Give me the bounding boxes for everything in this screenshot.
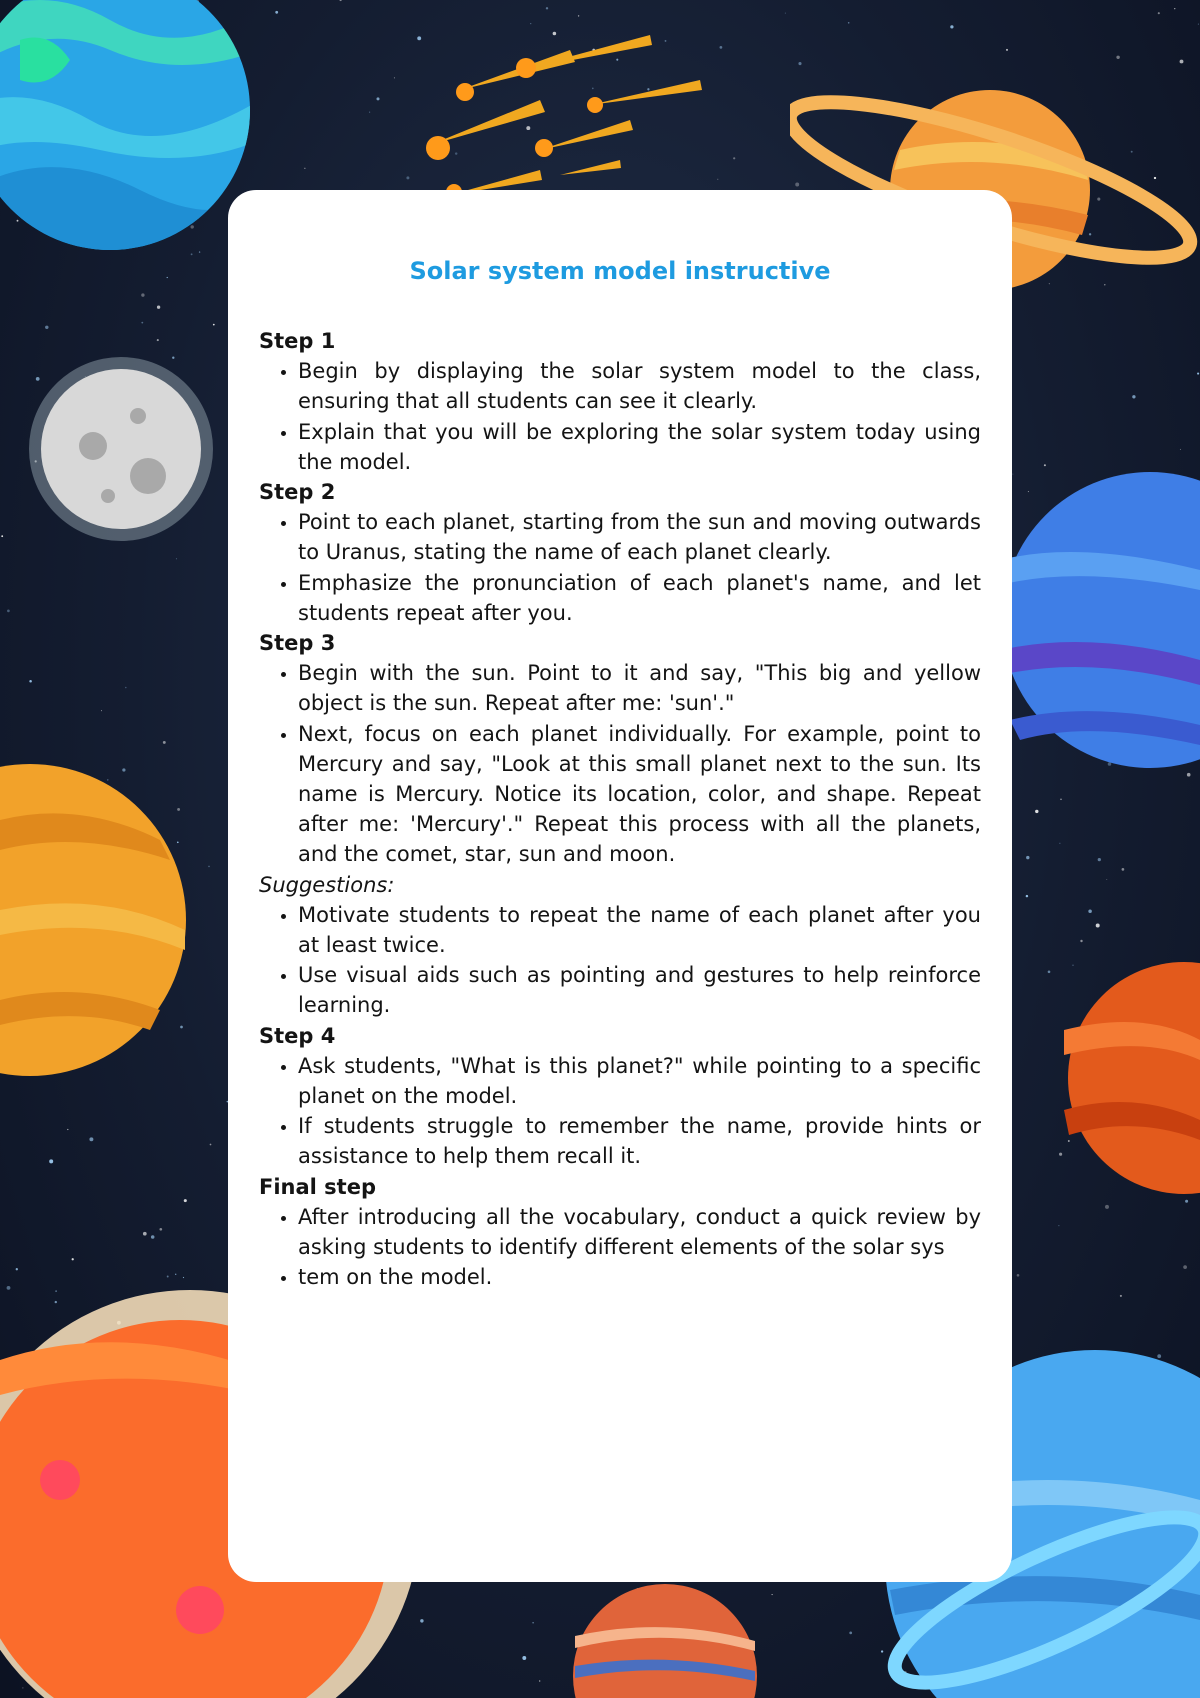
star: [394, 77, 395, 78]
final-step-heading: Final step: [259, 1174, 376, 1199]
instructions-content: [259, 258, 981, 1293]
star: [167, 1276, 169, 1278]
step-3-heading: Step 3: [259, 631, 336, 656]
list-item: • After introducing all the vocabulary, conduct a quick review by asking students to identify different elements of the solar sys: [298, 1202, 981, 1262]
star: [369, 112, 370, 113]
star: [1026, 856, 1029, 859]
star: [304, 168, 305, 169]
step-1-list: [259, 356, 981, 477]
list-item: • Explain that you will be exploring the solar system today using the model.: [298, 417, 981, 477]
star: [1132, 395, 1135, 398]
star: [1044, 464, 1046, 466]
star: [376, 97, 379, 100]
section-final-step: [259, 1172, 981, 1293]
star: [1174, 8, 1175, 9]
star: [45, 326, 48, 329]
star: [1180, 449, 1181, 450]
star: [157, 339, 159, 341]
star: [1048, 970, 1051, 973]
list-item: • If students struggle to remember the name, provide hints or assistance to help them recall it.: [298, 1111, 981, 1171]
star: [72, 1258, 74, 1260]
star: [1187, 773, 1191, 777]
star: [1080, 940, 1082, 942]
star: [1122, 868, 1125, 871]
star: [208, 866, 210, 868]
neptune-planet-illustration: [1000, 470, 1200, 770]
star: [950, 25, 953, 28]
final-step-list: [259, 1202, 981, 1293]
star: [1198, 24, 1199, 25]
star: [1120, 1295, 1122, 1297]
star: [176, 558, 177, 559]
star: [848, 22, 850, 24]
star: [733, 157, 735, 159]
star: [1058, 1225, 1059, 1226]
star: [785, 13, 786, 14]
star: [546, 7, 548, 9]
mars-planet-illustration: [1064, 960, 1200, 1200]
star: [125, 687, 127, 689]
section-step-3: [259, 628, 981, 870]
list-item: • Use visual aids such as pointing and gestures to help reinforce learning.: [298, 960, 981, 1020]
star: [159, 1228, 162, 1231]
star: [184, 1199, 187, 1202]
section-step-4: [259, 1021, 981, 1172]
step-4-list: [259, 1051, 981, 1172]
star: [1105, 1205, 1109, 1209]
star: [1035, 810, 1038, 813]
star: [49, 1159, 53, 1163]
star: [1088, 910, 1092, 914]
star: [7, 610, 10, 613]
star: [213, 324, 215, 326]
star: [1026, 895, 1028, 897]
step-3-list: [259, 658, 981, 869]
step-1-heading: Step 1: [259, 329, 336, 353]
section-step-1: [259, 326, 981, 477]
star: [183, 1277, 184, 1278]
step-4-heading: Step 4: [259, 1023, 336, 1048]
list-item: • tem on the model.: [298, 1262, 981, 1292]
suggestions-heading: Suggestions:: [259, 872, 395, 897]
list-item: • Begin by displaying the solar system model to the class, ensuring that all students can see it clearly.: [298, 356, 981, 416]
star: [1158, 12, 1160, 14]
star: [339, 0, 341, 1]
star: [163, 741, 166, 744]
comets-illustration: [420, 20, 720, 210]
star: [1098, 858, 1101, 861]
section-step-2: [259, 477, 981, 628]
list-item: • Next, focus on each planet individually. For example, point to Mercury and say, "Look at this small planet next to the sun. Its name is Mercury. Notice its location, color, and shape. Repeat after me: 'Mercury'." Repeat this process with all the planets, and the comet, star, sun and moon.: [298, 719, 981, 870]
moon-illustration: [28, 356, 214, 542]
star: [539, 1680, 540, 1681]
star: [1106, 879, 1107, 880]
star: [157, 306, 160, 309]
page-title: Solar system model instructive: [409, 257, 831, 285]
star: [406, 176, 409, 179]
star: [532, 1622, 533, 1623]
step-2-list: [259, 507, 981, 628]
star: [101, 710, 102, 711]
star: [29, 680, 32, 683]
suggestions-list: [259, 900, 981, 1021]
star: [143, 1232, 147, 1236]
star: [210, 1144, 212, 1146]
list-item: • Ask students, "What is this planet?" while pointing to a specific planet on the model.: [298, 1051, 981, 1111]
star: [772, 1594, 773, 1595]
star: [141, 322, 143, 324]
star: [1017, 1274, 1020, 1277]
star: [141, 293, 144, 296]
star: [1059, 1153, 1062, 1156]
star: [16, 1268, 18, 1270]
list-item: • Emphasize the pronunciation of each planet's name, and let students repeat after you.: [298, 568, 981, 628]
star: [1059, 843, 1060, 844]
jupiter-planet-illustration: [0, 760, 190, 1080]
list-item: • Point to each planet, starting from the sun and moving outwards to Uranus, stating the name of each planet clearly.: [298, 507, 981, 567]
section-suggestions: [259, 870, 981, 1021]
star: [151, 1235, 155, 1239]
star: [1183, 1265, 1187, 1269]
star: [1185, 1200, 1188, 1203]
earth-planet-illustration: [0, 0, 260, 280]
star: [578, 15, 579, 16]
list-item: • Motivate students to repeat the name of each planet after you at least twice.: [298, 900, 981, 960]
star: [1197, 373, 1199, 375]
step-2-heading: Step 2: [259, 480, 336, 505]
star: [67, 1129, 68, 1130]
jupiter-bottom-illustration: [565, 1566, 765, 1698]
star: [275, 11, 278, 14]
star: [1096, 924, 1100, 928]
star: [89, 1137, 93, 1141]
list-item: • Begin with the sun. Point to it and say, "This big and yellow object is the sun. Repeat after me: 'sun'.": [298, 658, 981, 718]
star: [175, 1274, 176, 1275]
star: [522, 1656, 526, 1660]
star: [1, 535, 3, 537]
star: [1060, 799, 1062, 801]
